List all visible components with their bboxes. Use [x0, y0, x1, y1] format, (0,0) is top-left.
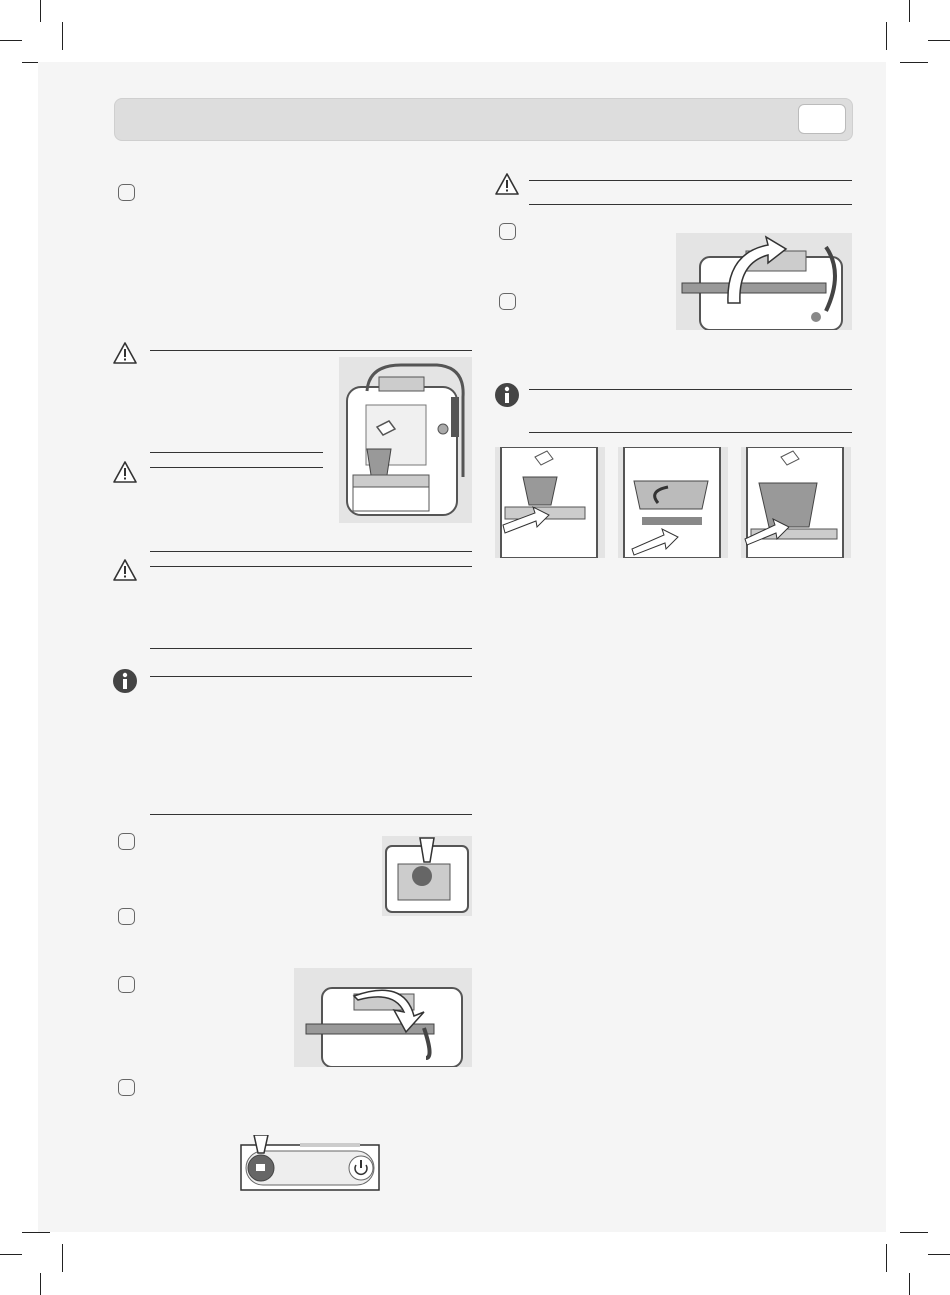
crop-mark	[900, 62, 928, 63]
drip-tray-illustration	[618, 447, 728, 558]
step-checkbox	[118, 1079, 135, 1096]
lever-close-illustration	[294, 968, 472, 1067]
crop-mark	[40, 0, 41, 22]
warning-icon	[112, 341, 138, 365]
cup-removal-illustration	[495, 447, 605, 558]
crop-mark	[928, 1254, 950, 1255]
crop-mark	[886, 1244, 887, 1272]
info-icon	[494, 382, 520, 408]
step-checkbox	[499, 293, 516, 310]
divider	[150, 648, 472, 649]
section-header-bar	[114, 98, 853, 141]
crop-mark	[928, 40, 950, 41]
divider	[529, 389, 852, 390]
divider	[150, 814, 472, 815]
divider	[150, 566, 472, 567]
step-checkbox	[499, 223, 516, 240]
page-number-box	[798, 104, 846, 134]
capsule-insert-illustration	[382, 836, 472, 916]
divider	[150, 452, 323, 453]
crop-mark	[22, 1232, 50, 1233]
divider	[150, 676, 472, 677]
divider	[150, 467, 323, 468]
step-checkbox	[118, 908, 135, 925]
cup-placement-illustration	[741, 447, 851, 558]
control-panel-illustration	[240, 1135, 380, 1191]
crop-mark	[909, 0, 910, 22]
divider	[529, 180, 852, 181]
crop-mark	[62, 1244, 63, 1272]
crop-mark	[900, 1232, 928, 1233]
crop-mark	[0, 40, 22, 41]
divider	[529, 204, 852, 205]
step-checkbox	[118, 976, 135, 993]
lever-open-illustration	[676, 233, 852, 330]
divider	[150, 350, 472, 351]
crop-mark	[62, 22, 63, 50]
step-checkbox	[118, 184, 135, 201]
warning-icon	[112, 558, 138, 582]
warning-icon	[494, 172, 520, 196]
crop-mark	[909, 1273, 910, 1295]
crop-mark	[40, 1273, 41, 1295]
warning-icon	[112, 460, 138, 484]
step-checkbox	[118, 833, 135, 850]
crop-mark	[0, 1254, 22, 1255]
crop-mark	[886, 22, 887, 50]
info-icon	[112, 668, 138, 694]
machine-illustration	[339, 357, 472, 523]
divider	[529, 432, 852, 433]
divider	[150, 551, 472, 552]
